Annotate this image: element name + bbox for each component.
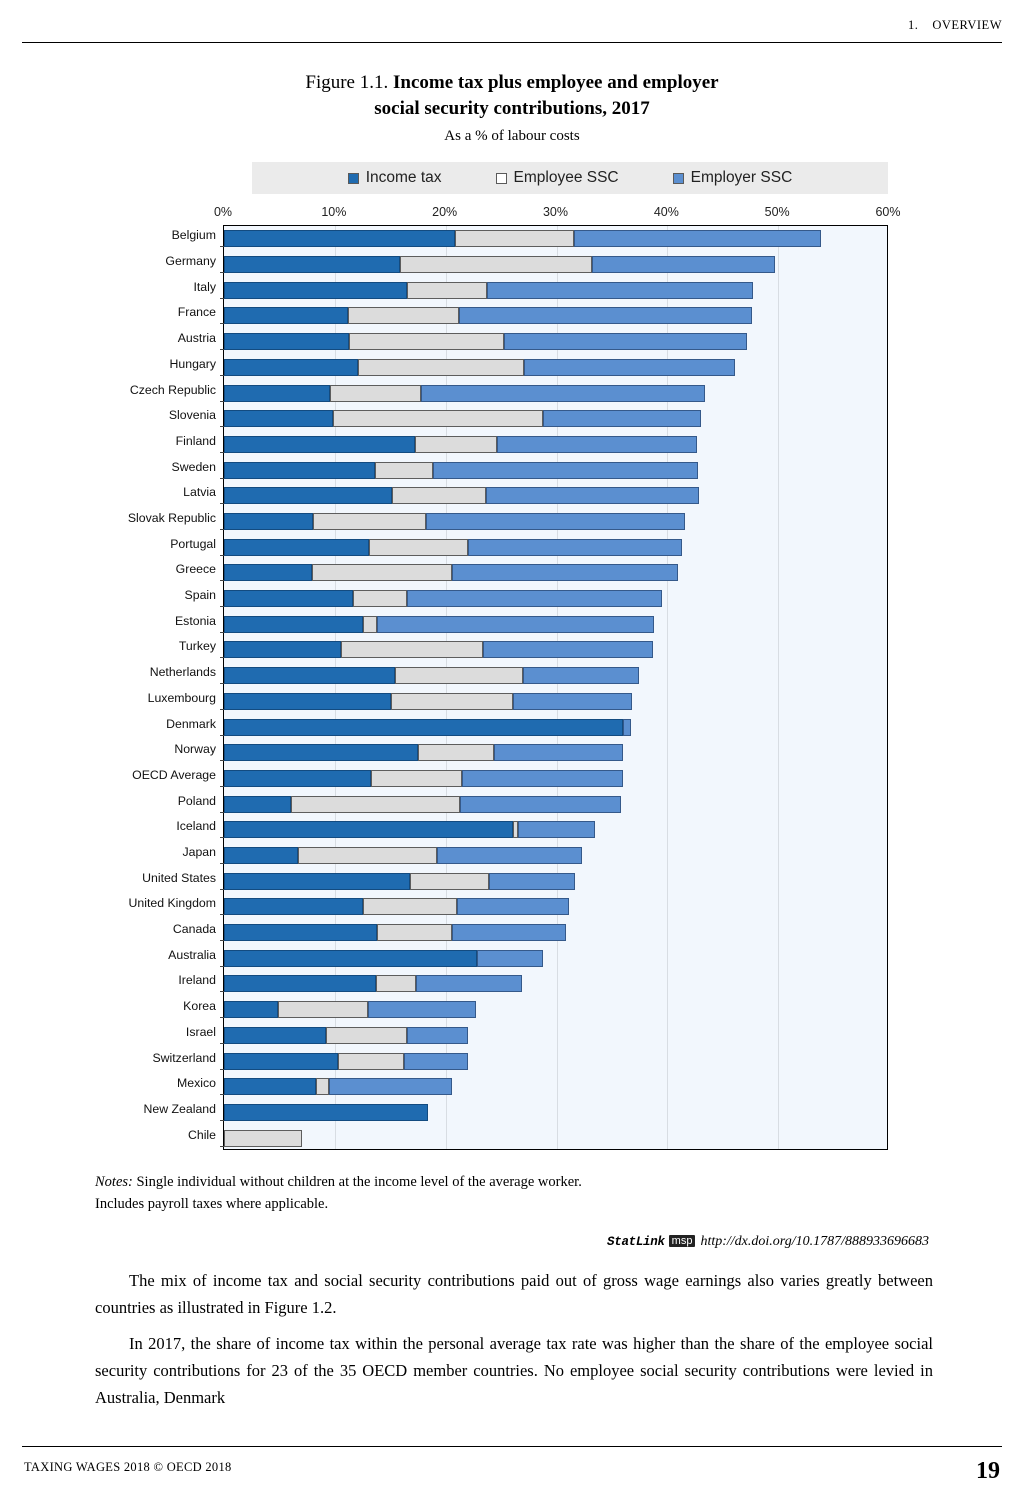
bar-segment-ee <box>418 744 494 761</box>
bar-segment-tax <box>224 616 363 633</box>
bar-segment-tax <box>224 873 410 890</box>
footer-rule <box>22 1446 1002 1447</box>
bar-segment-er <box>487 282 753 299</box>
bar-segment-ee <box>363 616 377 633</box>
bar-row <box>183 485 887 504</box>
chart <box>0 205 1024 1150</box>
bar-segment-er <box>489 873 575 890</box>
bar-segment-tax <box>224 1053 338 1070</box>
bar-segment-er <box>524 359 735 376</box>
notes-label: Notes: <box>95 1174 133 1190</box>
bar-segment-tax <box>224 693 391 710</box>
bar-segment-ee <box>415 436 497 453</box>
plot-area <box>127 225 888 1150</box>
bar-segment-ee <box>291 796 461 813</box>
bar-segment-tax <box>224 796 291 813</box>
bar-row <box>165 254 887 273</box>
category-label: Australia <box>168 947 216 962</box>
bar-row <box>147 690 887 710</box>
category-label: Norway <box>174 742 216 757</box>
legend-item-employee-ssc <box>496 169 619 187</box>
x-tick-label: 30% <box>542 205 569 219</box>
category-label: Mexico <box>177 1076 216 1091</box>
bar-segment-er <box>437 847 582 864</box>
bar-row <box>132 767 887 787</box>
bar-segment-ee <box>455 230 575 247</box>
bar-segment-er <box>486 487 700 504</box>
bar-row <box>169 356 887 376</box>
category-label: Italy <box>193 279 216 294</box>
bar-segment-tax <box>224 898 363 915</box>
bar-row <box>168 947 887 967</box>
bar-row <box>183 999 887 1018</box>
category-label: Poland <box>177 793 216 808</box>
category-label: Czech Republic <box>129 382 216 397</box>
category-label: Ireland <box>178 973 216 988</box>
bar-segment-er <box>407 590 662 607</box>
bar-segment-ee <box>391 693 513 710</box>
bar-row <box>182 845 887 864</box>
legend-swatch-income-tax <box>348 173 359 184</box>
x-tick-label: 10% <box>321 205 347 219</box>
bar-row <box>176 819 887 838</box>
bar-segment-tax <box>224 744 418 761</box>
bar-segment-tax <box>224 975 376 992</box>
bar-segment-ee <box>298 847 437 864</box>
category-label: Chile <box>187 1127 216 1142</box>
category-label: Korea <box>183 999 216 1014</box>
bar-row <box>172 922 887 941</box>
bar-segment-ee <box>410 873 489 890</box>
body-text <box>95 1268 933 1422</box>
bar-segment-ee <box>341 641 483 658</box>
category-label: Israel <box>185 1024 216 1039</box>
bar-segment-er <box>407 1027 468 1044</box>
category-label: Luxembourg <box>147 690 216 705</box>
bar-segment-ee <box>400 256 592 273</box>
category-label: Iceland <box>176 819 216 834</box>
notes-line1: Single individual without children at the income level of the average worker. <box>136 1174 582 1190</box>
bar-segment-tax <box>224 359 358 376</box>
bar-segment-er <box>377 616 654 633</box>
bar-row <box>129 382 887 402</box>
bar-segment-ee <box>278 1001 368 1018</box>
bar-row <box>177 793 887 813</box>
bar-segment-ee <box>353 590 407 607</box>
category-label: Slovak Republic <box>127 510 216 525</box>
category-label: Hungary <box>169 356 216 371</box>
bar-segment-tax <box>224 282 407 299</box>
bar-row <box>143 1101 887 1121</box>
bar-row <box>166 716 887 736</box>
x-tick-label: 50% <box>764 205 790 219</box>
category-label: United States <box>142 870 216 885</box>
bar-segment-ee <box>330 385 421 402</box>
bar-segment-ee <box>358 359 524 376</box>
statlink-icon: msp <box>669 1235 696 1247</box>
category-label: France <box>177 305 216 320</box>
legend-swatch-employee-ssc <box>496 173 507 184</box>
category-label: Finland <box>175 433 216 448</box>
bar-segment-tax <box>224 1104 428 1121</box>
bar-segment-er <box>623 719 631 736</box>
bar-segment-er <box>460 796 621 813</box>
bar-segment-ee <box>375 462 434 479</box>
bar-segment-tax <box>224 641 341 658</box>
category-label: Sweden <box>171 459 216 474</box>
bar-segment-ee <box>392 487 485 504</box>
statlink <box>0 1234 1024 1250</box>
bar-segment-tax <box>224 924 377 941</box>
bar-segment-er <box>452 924 566 941</box>
bar-segment-tax <box>224 847 298 864</box>
bar-segment-tax <box>224 821 513 838</box>
bar-row <box>142 870 887 890</box>
bar-segment-er <box>494 744 623 761</box>
bar-segment-tax <box>224 770 371 787</box>
bar-segment-tax <box>224 410 333 427</box>
x-tick-label: 40% <box>653 205 679 219</box>
bar-row <box>177 1076 887 1095</box>
category-label: Belgium <box>171 228 216 243</box>
bar-segment-er <box>329 1078 452 1095</box>
statlink-label: StatLink <box>607 1235 665 1249</box>
paragraph-2: In 2017, the share of income tax within the personal average tax rate was higher than the share of the employee social security contributions for 23 of the 35 OECD member countries. No employee social security contributions were levied in Australia, Denmark <box>95 1334 933 1407</box>
category-label: Latvia <box>183 485 216 500</box>
category-label: Estonia <box>174 613 216 628</box>
bar-row <box>174 613 887 633</box>
category-label: Greece <box>175 562 216 577</box>
bar-segment-er <box>513 693 632 710</box>
bar-segment-ee <box>316 1078 329 1095</box>
footer-source: TAXING WAGES 2018 © OECD 2018 <box>24 1460 232 1474</box>
category-label: Switzerland <box>152 1050 216 1065</box>
bar-segment-tax <box>224 513 313 530</box>
figure-notes <box>95 1172 935 1216</box>
bar-segment-tax <box>224 333 349 350</box>
category-label: Japan <box>182 845 216 859</box>
paragraph-1: The mix of income tax and social security contributions paid out of gross wage earnings also varies greatly between countries as illustrated in Figure 1.2. <box>95 1271 933 1317</box>
bar-segment-tax <box>224 1001 278 1018</box>
x-tick-label: 20% <box>432 205 458 219</box>
bar-row <box>168 408 887 427</box>
category-label: Denmark <box>166 716 216 731</box>
bar-segment-tax <box>224 462 375 479</box>
bar-segment-tax <box>224 385 330 402</box>
bar-segment-er <box>421 385 705 402</box>
bar-row <box>187 1127 887 1147</box>
bar-row <box>178 639 887 658</box>
running-head <box>908 18 1002 33</box>
figure-title <box>0 70 1024 121</box>
bar-segment-er <box>404 1053 468 1070</box>
category-label: Canada <box>172 922 216 937</box>
bar-segment-tax <box>224 950 477 967</box>
bar-segment-tax <box>224 1078 316 1095</box>
category-label: Germany <box>165 254 216 269</box>
category-label: Spain <box>184 588 216 603</box>
bar-row <box>175 433 887 453</box>
bar-row <box>175 562 887 581</box>
legend-swatch-employer-ssc <box>673 173 684 184</box>
bar-row <box>149 665 887 684</box>
bar-segment-ee <box>363 898 457 915</box>
bar-rows <box>127 226 887 1149</box>
bar-segment-ee <box>333 410 544 427</box>
bar-row <box>127 510 887 530</box>
bar-segment-ee <box>395 667 524 684</box>
bar-segment-er <box>592 256 775 273</box>
page-number: 19 <box>976 1458 1000 1484</box>
bar-segment-ee <box>224 1130 302 1147</box>
bar-segment-er <box>497 436 698 453</box>
legend-label-employer-ssc: Employer SSC <box>690 169 793 186</box>
figure-title-line2: social security contributions, 2017 <box>374 97 650 119</box>
bar-segment-tax <box>224 1027 326 1044</box>
x-tick-label: 0% <box>213 205 233 219</box>
bar-segment-er <box>416 975 522 992</box>
bar-segment-er <box>468 539 682 556</box>
bar-row <box>152 1050 887 1070</box>
bar-row <box>178 973 887 992</box>
bar-segment-ee <box>369 539 468 556</box>
bar-row <box>128 896 887 915</box>
bar-segment-er <box>457 898 569 915</box>
bar-segment-tax <box>224 590 353 607</box>
category-label: Portugal <box>170 536 216 551</box>
figure-subtitle: As a % of labour costs <box>444 128 580 144</box>
legend-label-income-tax: Income tax <box>365 169 442 186</box>
bar-segment-er <box>574 230 821 247</box>
bar-segment-ee <box>313 513 426 530</box>
bar-row <box>171 228 887 247</box>
bar-segment-er <box>426 513 685 530</box>
category-label: Netherlands <box>149 665 216 680</box>
bar-segment-tax <box>224 487 392 504</box>
bar-segment-tax <box>224 230 455 247</box>
x-tick-label: 60% <box>875 205 901 219</box>
bar-row <box>171 459 887 479</box>
bar-segment-er <box>523 667 638 684</box>
bar-row <box>174 742 887 761</box>
bar-segment-ee <box>338 1053 403 1070</box>
notes-line2: Includes payroll taxes where applicable. <box>95 1195 329 1212</box>
legend-item-employer-ssc <box>673 169 793 187</box>
bar-segment-tax <box>224 564 312 581</box>
bar-segment-er <box>518 821 596 838</box>
x-axis-tick-labels <box>213 205 901 225</box>
bar-segment-er <box>368 1001 476 1018</box>
bar-segment-tax <box>224 719 623 736</box>
category-label: Turkey <box>178 639 216 654</box>
bar-segment-tax <box>224 667 395 684</box>
bar-row <box>184 588 887 607</box>
category-label: New Zealand <box>143 1101 216 1116</box>
bar-segment-ee <box>326 1027 407 1044</box>
bar-row <box>185 1024 887 1044</box>
bar-segment-ee <box>407 282 487 299</box>
bar-segment-tax <box>224 307 348 324</box>
figure-label: Figure 1.1. <box>305 72 389 93</box>
legend-item-income-tax <box>348 169 442 187</box>
category-label: Austria <box>177 331 216 346</box>
statlink-url[interactable]: http://dx.doi.org/10.1787/888933696683 <box>700 1234 929 1249</box>
category-label: United Kingdom <box>128 896 216 911</box>
bar-row <box>170 536 887 556</box>
category-label: Slovenia <box>168 408 216 423</box>
section-number: 1. <box>907 18 919 32</box>
bar-segment-er <box>543 410 700 427</box>
bar-segment-ee <box>377 924 452 941</box>
bar-segment-tax <box>224 539 369 556</box>
bar-row <box>177 331 887 350</box>
bar-row <box>177 305 887 324</box>
bar-segment-er <box>452 564 678 581</box>
bar-segment-er <box>483 641 653 658</box>
bar-segment-er <box>477 950 544 967</box>
bar-segment-er <box>462 770 623 787</box>
category-label: OECD Average <box>132 767 216 782</box>
chart-legend <box>252 162 888 194</box>
bar-segment-er <box>504 333 747 350</box>
legend-label-employee-ssc: Employee SSC <box>513 169 619 186</box>
header-rule <box>22 42 1002 43</box>
bar-segment-ee <box>376 975 416 992</box>
bar-segment-ee <box>371 770 462 787</box>
bar-segment-er <box>433 462 698 479</box>
bar-segment-ee <box>349 333 504 350</box>
section-title: OVERVIEW <box>932 18 1002 32</box>
bar-segment-tax <box>224 436 415 453</box>
bar-segment-er <box>459 307 752 324</box>
bar-segment-ee <box>312 564 453 581</box>
bar-segment-ee <box>348 307 459 324</box>
figure-title-line1: Income tax plus employee and employer <box>392 72 719 93</box>
bar-segment-tax <box>224 256 400 273</box>
bar-row <box>193 279 887 299</box>
